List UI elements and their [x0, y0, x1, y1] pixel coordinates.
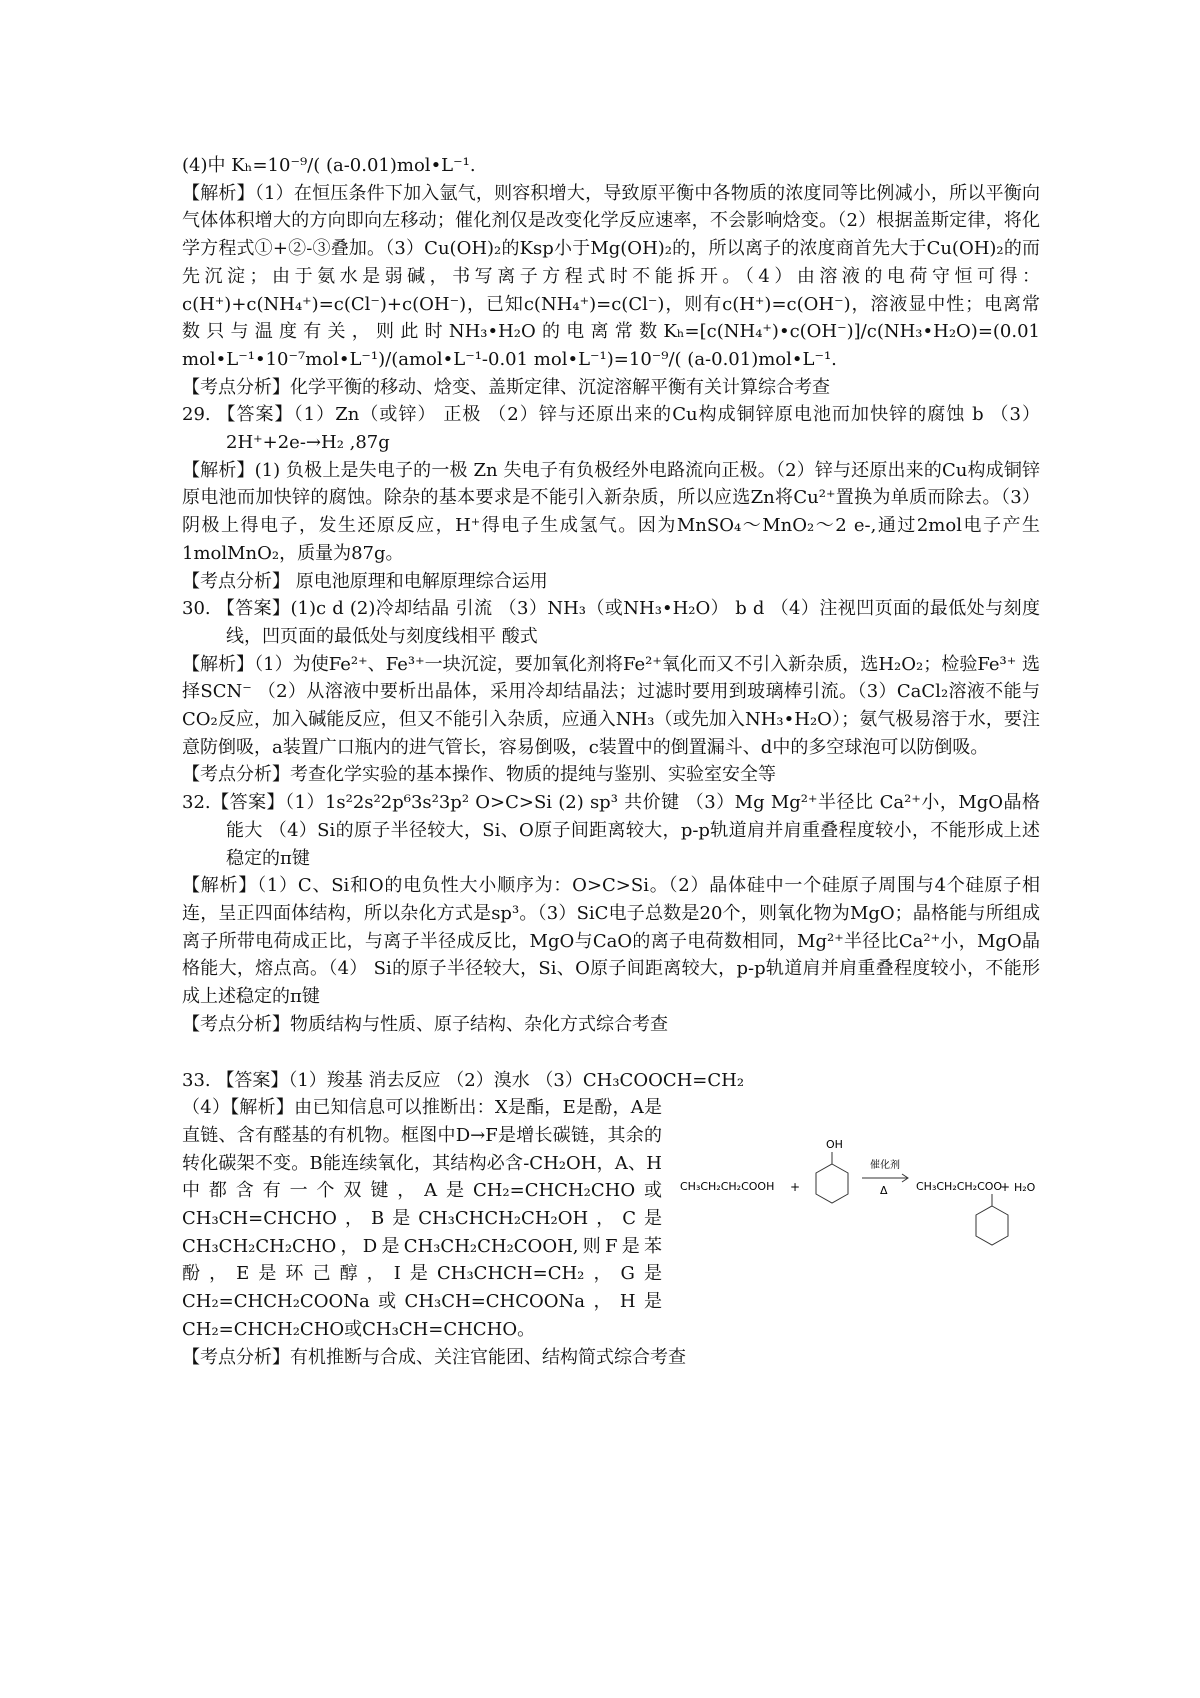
answer-33: 33. 【答案】（1）羧基 消去反应 （2）溴水 （3）CH₃COOCH=CH₂ — [182, 1069, 745, 1091]
answer-32: 32.【答案】（1）1s²2s²2p⁶3s²3p² O>C>Si (2) sp³ 共价键 （3）Mg Mg²⁺半径比 Ca²⁺小，MgO晶格能大 （4）Si的原子半径较大，Si、O原子间距离较大，p-p轨道肩并肩重叠程度较小，不能形成上述稳定的π键 — [182, 792, 1040, 869]
key-points-29: 【考点分析】 原电池原理和电解原理综合运用 — [182, 570, 548, 592]
key-points-33: 【考点分析】有机推断与合成、关注官能团、结构简式综合考查 — [182, 1346, 686, 1368]
reaction-scheme — [674, 1118, 1052, 1294]
analysis-30: 【解析】（1）为使Fe²⁺、Fe³⁺一块沉淀，要加氧化剂将Fe²⁺氧化而又不引入新杂质，选H₂O₂；检验Fe³⁺ 选择SCN⁻ （2）从溶液中要析出晶体，采用冷却结晶法；过滤时要用到玻璃棒引流。（3）CaCl₂溶液不能与CO₂反应，加入碱能反应，但又不能引入杂质，应通入NH₃（或先加入NH₃•H₂O）；氨气极易溶于水，要注意防倒吸，a装置广口瓶内的进气管长，容易倒吸，c装置中的倒置漏斗、d中的多空球泡可以防倒吸。 — [182, 653, 1040, 758]
heat-label: Δ — [880, 1184, 888, 1198]
ester-product: CH₃CH₂CH₂COO — [916, 1180, 1003, 1194]
analysis-33: （4）【解析】由已知信息可以推断出：X是酯，E是酚，A是直链、含有醛基的有机物。框图中D→F是增长碳链，其余的转化碳架不变。B能连续氧化，其结构必含-CH₂OH，A、H中都含有一个双键，A是CH₂=CHCH₂CHO或CH₃CH=CHCHO，B是CH₃CHCH₂CH₂OH，C是CH₃CH₂CH₂CHO，D是CH₃CH₂CH₂COOH,则F是苯酚，E是环己醇，I是CH₃CHCH=CH₂，G是CH₂=CHCH₂COONa或CH₃CH=CHCOONa，H是CH₂=CHCH₂CHO或CH₃CH=CHCHO。 — [182, 1097, 662, 1340]
analysis-32: 【解析】（1）C、Si和O的电负性大小顺序为：O>C>Si。（2）晶体硅中一个硅原子周围与4个硅原子相连，呈正四面体结构，所以杂化方式是sp³。（3）SiC电子总数是20个，则氧化物为MgO；晶格能与所组成离子所带电荷成正比，与离子半径成反比，MgO与CaO的离子电荷数相同，Mg²⁺半径比Ca²⁺小，MgO晶格能大，熔点高。（4） Si的原子半径较大，Si、O原子间距离较大，p-p轨道肩并肩重叠程度较小，不能形成上述稳定的π键 — [182, 875, 1040, 1008]
answer-29: 29. 【答案】（1）Zn（或锌） 正极 （2）锌与还原出来的Cu构成铜锌原电池而加快锌的腐蚀 b （3）2H⁺+2e-→H₂ ,87g — [182, 404, 1040, 454]
plus-sign: + — [790, 1180, 801, 1195]
catalyst-label: 催化剂 — [870, 1160, 900, 1172]
answer-line-4: (4)中 Kₕ=10⁻⁹/( (a-0.01)mol•L⁻¹. — [182, 155, 476, 176]
answer-30: 30. 【答案】(1)c d (2)冷却结晶 引流 （3）NH₃（或NH₃•H₂O） b d （4）注视凹页面的最低处与刻度线，凹页面的最低处与刻度线相平 酸式 — [182, 598, 1040, 647]
key-points-28: 【考点分析】化学平衡的移动、焓变、盖斯定律、沉淀溶解平衡有关计算综合考查 — [182, 376, 830, 398]
plus-sign-2: + — [1000, 1180, 1011, 1195]
esterification-reaction-figure — [674, 1118, 1052, 1294]
analysis-28: 【解析】（1）在恒压条件下加入氩气，则容积增大，导致原平衡中各物质的浓度同等比例减小，所以平衡向气体体积增大的方向即向左移动；催化剂仅是改变化学反应速率，不会影响焓变。（2）根据盖斯定律，将化学方程式①+②-③叠加。（3）Cu(OH)₂的Ksp小于Mg(OH)₂的，所以离子的浓度商首先大于Cu(OH)₂的而先沉淀；由于氨水是弱碱，书写离子方程式时不能拆开。（4）由溶液的电荷守恒可得：c(H⁺)+c(NH₄⁺)=c(Cl⁻)+c(OH⁻)，已知c(NH₄⁺)=c(Cl⁻)，则有c(H⁺)=c(OH⁻)，溶液显中性；电离常数只与温度有关，则此时NH₃•H₂O的电离常数Kₕ=[c(NH₄⁺)•c(OH⁻)]/c(NH₃•H₂O)=(0.01 mol•L⁻¹•10⁻⁷mol•L⁻¹)/(amol•L⁻¹-0.01 mol•L⁻¹)=10⁻⁹/( (a-0.01)mol•L⁻¹. — [182, 182, 1040, 370]
hydroxyl-label: OH — [826, 1138, 843, 1152]
cyclohexyl-ring — [976, 1206, 1008, 1245]
section-gap — [182, 1039, 1040, 1067]
key-points-32: 【考点分析】物质结构与性质、原子结构、杂化方式综合考查 — [182, 1013, 668, 1035]
cyclohexanol-ring — [816, 1164, 848, 1203]
key-points-30: 【考点分析】考查化学实验的基本操作、物质的提纯与鉴别、实验室安全等 — [182, 764, 776, 786]
analysis-29: 【解析】(1) 负极上是失电子的一极 Zn 失电子有负极经外电路流向正极。（2）锌与还原出来的Cu构成铜锌原电池而加快锌的腐蚀。除杂的基本要求是不能引入新杂质，所以应选Zn将Cu²⁺置换为单质而除去。（3）阴极上得电子，发生还原反应，H⁺得电子生成氢气。因为MnSO₄～MnO₂～2 e-,通过2mol电子产生1molMnO₂，质量为87g。 — [182, 459, 1040, 564]
water-product: H₂O — [1014, 1181, 1036, 1195]
document-page — [182, 152, 1040, 1371]
reactant-butanoic-acid: CH₃CH₂CH₂COOH — [680, 1180, 775, 1194]
